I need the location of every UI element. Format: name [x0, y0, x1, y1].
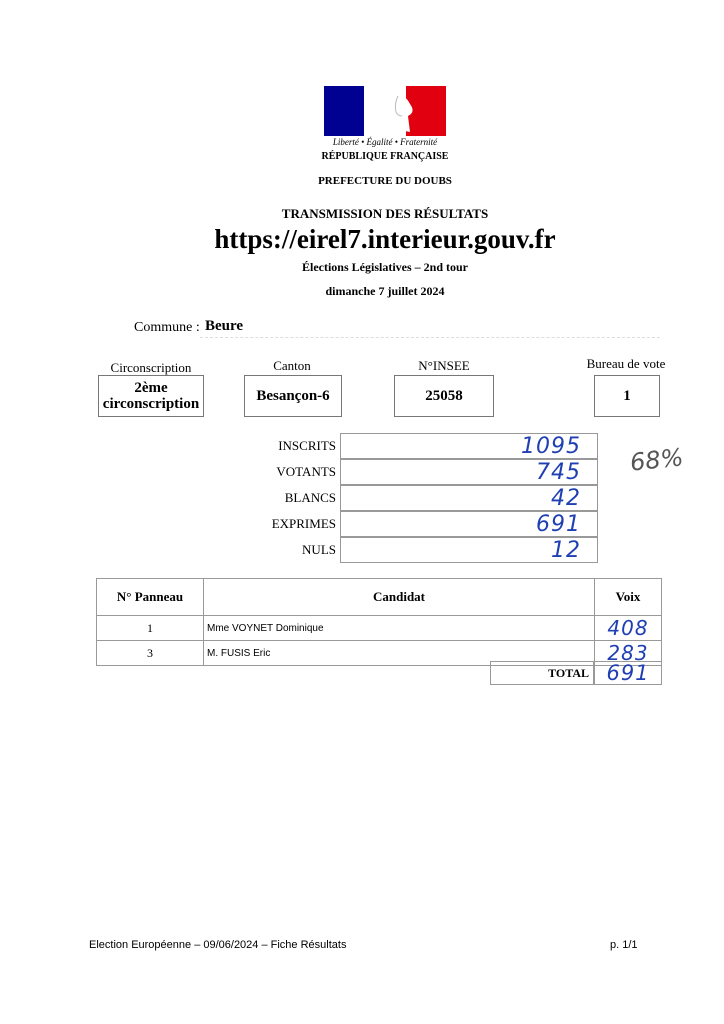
- marianne-logo-icon: [324, 86, 446, 136]
- bureau-label: Bureau de vote: [586, 356, 666, 371]
- total-value: 691: [606, 661, 650, 685]
- total-value-cell: [594, 661, 662, 685]
- prefecture: PREFECTURE DU DOUBS: [318, 175, 452, 187]
- header-voix: Voix: [595, 579, 662, 616]
- row-panneau: 3: [97, 641, 204, 666]
- result-cell-inscrits: [340, 433, 598, 459]
- republic-name: RÉPUBLIQUE FRANÇAISE: [321, 151, 449, 162]
- motto: Liberté • Égalité • Fraternité: [332, 137, 438, 147]
- result-cell-blancs: [340, 485, 598, 511]
- row-candidat: M. FUSIS Eric: [204, 641, 595, 666]
- footer-page: p. 1/1: [610, 939, 638, 951]
- row-voix-cell: [595, 616, 662, 641]
- table-header-row: [97, 579, 662, 616]
- header-candidat: Candidat: [204, 579, 595, 616]
- header-panneau: N° Panneau: [97, 579, 204, 616]
- insee-value: 25058: [394, 375, 494, 417]
- row-candidat: Mme VOYNET Dominique: [204, 616, 595, 641]
- url-title: https://eirel7.interieur.gouv.fr: [214, 224, 556, 254]
- row-voix: 408: [607, 616, 649, 640]
- total-label: TOTAL: [548, 665, 589, 680]
- result-value-nuls: 12: [551, 537, 581, 563]
- row-voix: 283: [607, 641, 649, 665]
- candidates-table: [96, 578, 662, 666]
- result-cell-nuls: [340, 537, 598, 563]
- bureau-value: 1: [594, 375, 660, 417]
- commune-value: Beure: [205, 318, 244, 334]
- row-panneau: 1: [97, 616, 204, 641]
- republique-logo: [324, 86, 446, 136]
- transmission-title: TRANSMISSION DES RÉSULTATS: [281, 206, 489, 221]
- result-value-votants: 745: [536, 459, 581, 485]
- result-label-blancs: BLANCS: [284, 490, 336, 505]
- result-value-blancs: 42: [551, 485, 581, 511]
- election-name: Élections Législatives – 2nd tour: [301, 260, 468, 274]
- margin-note: 68%: [628, 443, 685, 477]
- total-label-cell: [490, 661, 594, 685]
- result-label-votants: VOTANTS: [276, 464, 336, 479]
- election-date: dimanche 7 juillet 2024: [325, 284, 445, 298]
- result-cell-votants: [340, 459, 598, 485]
- result-label-exprimes: EXPRIMES: [271, 516, 336, 531]
- canton-label: Canton: [273, 358, 311, 373]
- commune-underline: [200, 337, 660, 338]
- table-row: [97, 616, 662, 641]
- result-cell-exprimes: [340, 511, 598, 537]
- circonscription-value: [98, 375, 204, 417]
- footer-left: Election Européenne – 09/06/2024 – Fiche Résultats: [89, 939, 347, 951]
- result-value-exprimes: 691: [536, 511, 581, 537]
- result-label-nuls: NULS: [302, 542, 336, 557]
- result-label-inscrits: INSCRITS: [278, 438, 336, 453]
- circonscription-label: Circonscription: [110, 360, 192, 375]
- canton-value: Besançon-6: [244, 375, 342, 417]
- insee-label: N°INSEE: [418, 358, 470, 373]
- result-value-inscrits: 1095: [521, 433, 581, 459]
- commune-label: Commune :: [134, 320, 200, 335]
- circonscription-line2: circonscription: [102, 396, 200, 412]
- circonscription-line1: 2ème: [134, 380, 168, 396]
